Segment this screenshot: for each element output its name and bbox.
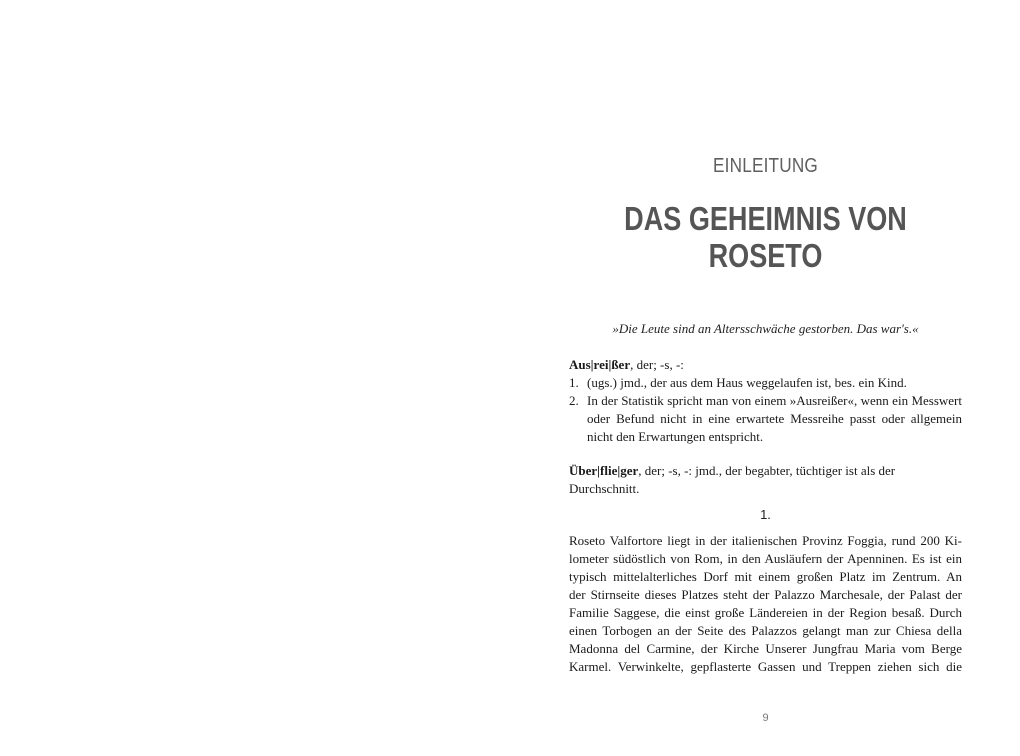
body-paragraph [569,532,962,676]
chapter-title [588,200,943,274]
definition-item-text: (ugs.) jmd., der aus dem Haus weggelaufen ist, bes. ein Kind. [587,375,907,390]
chapter-title-line-1: DAS GEHEIMNIS VON [624,200,907,237]
definition-ueberflieger [569,462,962,498]
page-number: 9 [762,712,769,724]
body-line: Madonna del Carmine, der Kirche Unserer Jungfrau Maria vom Berge [569,641,962,656]
definition-ausreisser [569,356,962,446]
section-number: 1. [760,507,771,522]
body-line: Karmel. Verwinkelte, gepflasterte Gassen und Treppen ziehen sich die [569,659,962,674]
definition-item [569,374,962,392]
definition-item-text: In der Statistik spricht man von einem »Ausreißer«, wenn ein Messwert oder Befund nicht in eine erwartete Messreihe passt oder allgemein nicht den Erwartungen entspricht. [587,393,962,444]
definition-text: , der; -s, -: jmd., der begabter, tüchtiger ist als der Durchschnitt. [569,463,896,496]
body-line: Familie Saggese, die einst große Ländereien in der Region besaß. Durch [569,605,962,620]
body-line: lometer südöstlich von Rom, in den Ausläufern der Apenninen. Es ist ein [569,551,962,566]
body-line: einen Torbogen an der Seite des Palazzos gelangt man zur Chiesa della [569,623,962,638]
body-line: Roseto Valfortore liegt in der italienischen Provinz Foggia, rund 200 Ki- [569,533,962,548]
definition-item-number: 2. [569,393,579,408]
body-line: der Stirnseite dieses Platzes steht der Palazzo Marchesale, der Palast der [569,587,962,602]
definition-item [569,392,962,446]
chapter-title-line-2: ROSETO [708,237,823,274]
body-line: typisch mittelalterliches Dorf mit einem großen Platz im Zentrum. An [569,569,962,584]
definition-headword: Aus|rei|ßer [569,357,631,372]
definition-grammar: , der; -s, -: [630,357,684,372]
definition-headword: Über|flie|ger [569,463,639,478]
epigraph: »Die Leute sind an Altersschwäche gestorben. Das war's.« [612,321,919,336]
definition-head [569,356,962,374]
right-page [569,0,962,756]
chapter-kicker: EINLEITUNG [713,155,818,177]
definition-item-number: 1. [569,375,579,390]
